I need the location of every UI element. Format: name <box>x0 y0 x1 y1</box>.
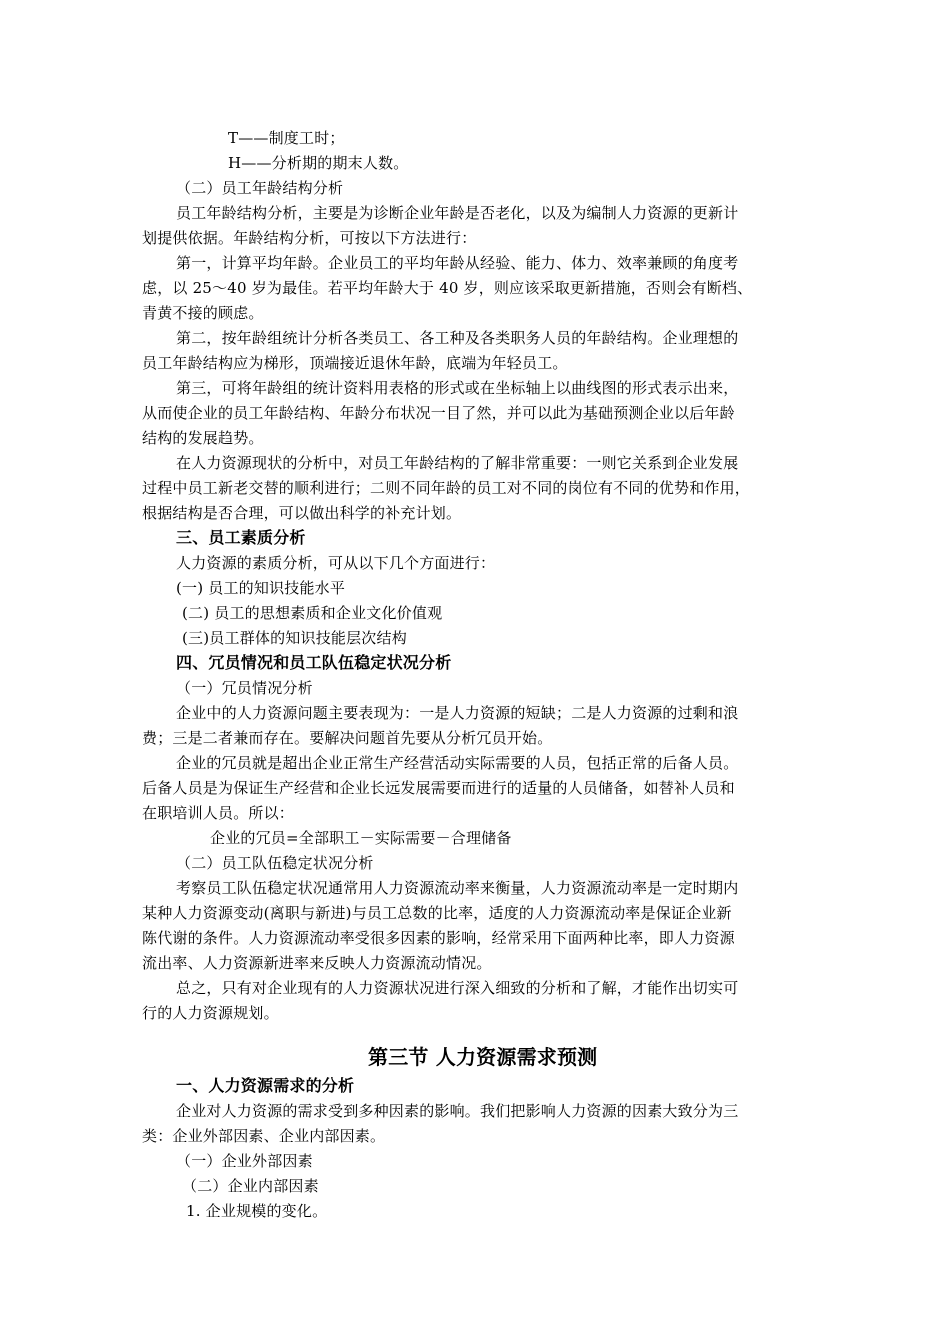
paragraph-line: 流出率、人力资源新进率来反映人力资源流动情况。 <box>142 954 492 972</box>
paragraph-line: 第三，可将年龄组的统计资料用表格的形式或在坐标轴上以曲线图的形式表示出来， <box>176 379 739 397</box>
paragraph-line: 企业的冗员就是超出企业正常生产经营活动实际需要的人员，包括正常的后备人员。 <box>176 754 739 772</box>
paragraph-line: 划提供依据。年龄结构分析，可按以下方法进行： <box>142 229 477 247</box>
paragraph-line: 某种人力资源变动(离职与新进)与员工总数的比率，适度的人力资源流动率是保证企业新 <box>142 904 732 922</box>
paragraph-line: 虑，以 25～40 岁为最佳。若平均年龄大于 40 岁，则应该采取更新措施，否则会有断档、 <box>142 279 753 297</box>
paragraph-line: 第一，计算平均年龄。企业员工的平均年龄从经验、能力、体力、效率兼顾的角度考 <box>176 254 739 272</box>
paragraph-line: 员工年龄结构应为梯形，顶端接近退休年龄，底端为年轻员工。 <box>142 354 568 372</box>
text-line: T——制度工时； <box>228 129 345 147</box>
paragraph-line: 考察员工队伍稳定状况通常用人力资源流动率来衡量，人力资源流动率是一定时期内 <box>176 879 739 897</box>
paragraph-line: 类：企业外部因素、企业内部因素。 <box>142 1127 386 1145</box>
paragraph-line: 第二，按年龄组统计分析各类员工、各工种及各类职务人员的年龄结构。企业理想的 <box>176 329 739 347</box>
paragraph-line: 根据结构是否合理，可以做出科学的补充计划。 <box>142 504 462 522</box>
subheading: （二）员工队伍稳定状况分析 <box>176 854 374 872</box>
paragraph-line: 行的人力资源规划。 <box>142 1004 279 1022</box>
paragraph-line: 过程中员工新老交替的顺利进行；二则不同年龄的员工对不同的岗位有不同的优势和作用， <box>142 479 751 497</box>
chapter-section-title: 第三节 人力资源需求预测 <box>368 1045 598 1069</box>
paragraph-line: 在人力资源现状的分析中，对员工年龄结构的了解非常重要：一则它关系到企业发展 <box>176 454 739 472</box>
section-heading: 四、冗员情况和员工队伍稳定状况分析 <box>176 653 452 672</box>
subheading: （二）员工年龄结构分析 <box>176 179 344 197</box>
paragraph-line: 总之，只有对企业现有的人力资源状况进行深入细致的分析和了解，才能作出切实可 <box>176 979 739 997</box>
paragraph-line: 结构的发展趋势。 <box>142 429 264 447</box>
paragraph-line: 企业对人力资源的需求受到多种因素的影响。我们把影响人力资源的因素大致分为三 <box>176 1102 739 1120</box>
subheading: （一）企业外部因素 <box>176 1152 313 1170</box>
subheading: （二）企业内部因素 <box>182 1177 319 1195</box>
paragraph-line: 费；三是二者兼而存在。要解决问题首先要从分析冗员开始。 <box>142 729 553 747</box>
list-item: (三)员工群体的知识技能层次结构 <box>182 629 407 647</box>
paragraph-line: 青黄不接的顾虑。 <box>142 304 264 322</box>
section-heading: 一、人力资源需求的分析 <box>176 1076 355 1095</box>
section-heading: 三、员工素质分析 <box>176 528 306 547</box>
list-item: (一) 员工的知识技能水平 <box>176 579 346 597</box>
paragraph-line: 在职培训人员。所以： <box>142 804 295 822</box>
text-line: H——分析期的期末人数。 <box>228 154 409 172</box>
paragraph-line: 人力资源的素质分析，可从以下几个方面进行： <box>176 554 496 572</box>
paragraph-line: 从而使企业的员工年龄结构、年龄分布状况一目了然，并可以此为基础预测企业以后年龄 <box>142 404 735 422</box>
list-item: (二) 员工的思想素质和企业文化价值观 <box>182 604 443 622</box>
paragraph-line: 陈代谢的条件。人力资源流动率受很多因素的影响，经常采用下面两种比率，即人力资源 <box>142 929 735 947</box>
subheading: （一）冗员情况分析 <box>176 679 313 697</box>
paragraph-line: 员工年龄结构分析，主要是为诊断企业年龄是否老化，以及为编制人力资源的更新计 <box>176 204 739 222</box>
formula-line: 企业的冗员=全部职工－实际需要－合理储备 <box>210 829 512 847</box>
paragraph-line: 后备人员是为保证生产经营和企业长远发展需要而进行的适量的人员储备，如替补人员和 <box>142 779 735 797</box>
paragraph-line: 企业中的人力资源问题主要表现为：一是人力资源的短缺；二是人力资源的过剩和浪 <box>176 704 739 722</box>
list-item: 1. 企业规模的变化。 <box>186 1202 328 1220</box>
